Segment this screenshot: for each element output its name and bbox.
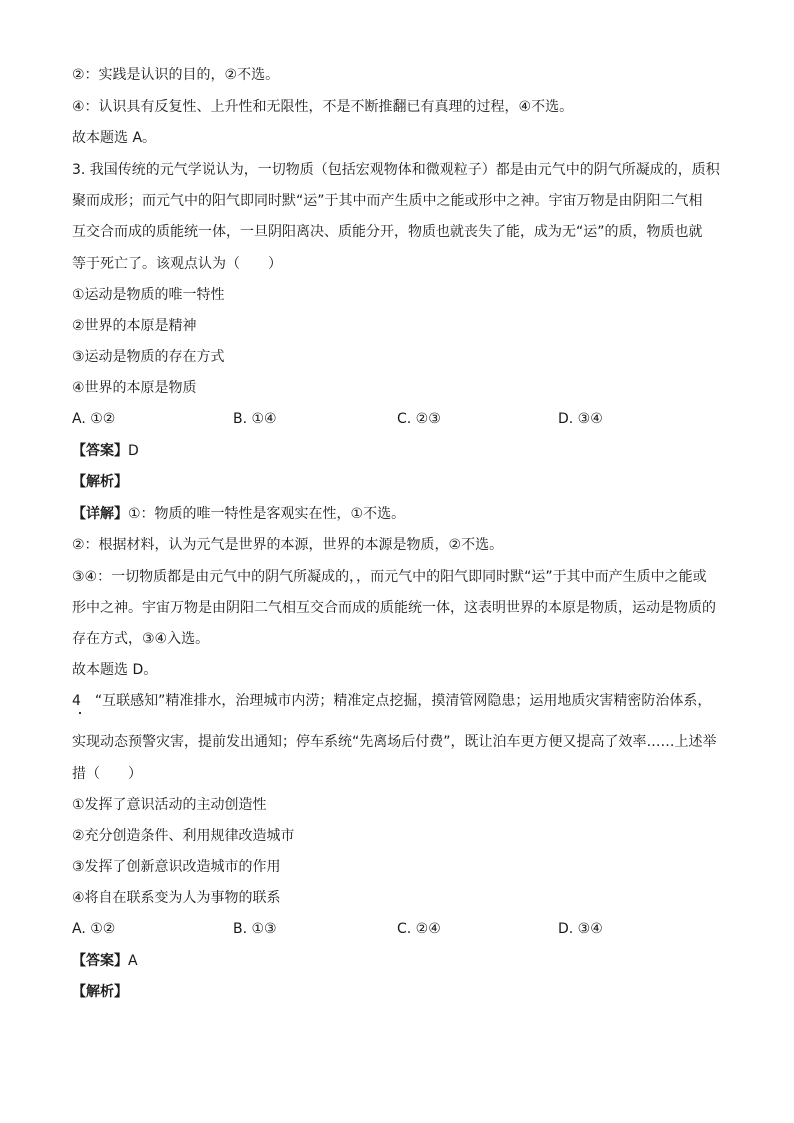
q3-option-c: C. ②③ bbox=[397, 411, 441, 427]
stray-dot bbox=[79, 712, 81, 714]
q3-detail-line-2: ②：根据材料，认为元气是世界的本源，世界的本源是物质，②不选。 bbox=[72, 537, 504, 553]
q4-option-d: D. ③④ bbox=[558, 921, 603, 937]
q4-stem-line-1: 4 “互联感知”精准排水，治理城市内涝；精准定点挖掘，摸清管网隐患；运用地质灾害精密防治体系， bbox=[72, 693, 712, 709]
q3-stem-line-4: 等于死亡了。该观点认为（ ） bbox=[72, 256, 282, 272]
prev-analysis-line-2: ②：实践是认识的目的，②不选。 bbox=[72, 67, 280, 83]
q4-item-2: ②充分创造条件、利用规律改造城市 bbox=[72, 828, 295, 844]
q4-item-4: ④将自在联系变为人为事物的联系 bbox=[72, 890, 281, 906]
q4-stem-line-2: 实现动态预警灾害，提前发出通知；停车系统“先离场后付费”，既让泊车更方便又提高了效率……上述举 bbox=[72, 734, 717, 750]
q3-item-2: ②世界的本原是精神 bbox=[72, 318, 197, 334]
q3-item-4: ④世界的本原是物质 bbox=[72, 380, 197, 396]
q4-option-a: A. ①② bbox=[72, 921, 116, 937]
q3-stem-line-2: 聚而成形；而元气中的阳气即同时默“运”于其中而产生质中之能或形中之神。宇宙万物是由阴阳二气相 bbox=[72, 193, 703, 209]
q4-stem-line-3: 措（ ） bbox=[72, 766, 142, 782]
q3-stem-line-1: 3. 我国传统的元气学说认为，一切物质（包括宏观物体和微观粒子）都是由元气中的阴气所凝成的，质积 bbox=[72, 162, 720, 178]
q3-stem-line-3: 互交合而成的质能统一体，一旦阴阳离决、质能分开，物质也就丧失了能，成为无“运”的质，物质也就 bbox=[72, 224, 703, 240]
q4-option-c: C. ②④ bbox=[397, 921, 441, 937]
q4-item-3: ③发挥了创新意识改造城市的作用 bbox=[72, 859, 281, 875]
q4-options bbox=[72, 919, 722, 939]
q4-item-1: ①发挥了意识活动的主动创造性 bbox=[72, 797, 267, 813]
q3-detail-line-4: 形中之神。宇宙万物是由阴阳二气相互交合而成的质能统一体，这表明世界的本原是物质，运动是物质的 bbox=[72, 600, 716, 616]
q3-item-3: ③运动是物质的存在方式 bbox=[72, 349, 225, 365]
q3-answer: 【答案】D bbox=[72, 443, 139, 459]
q3-option-b: B. ①④ bbox=[233, 411, 277, 427]
q3-detail-line-3: ③④：一切物质都是由元气中的阴气所凝成的，，而元气中的阳气即同时默“运”于其中而产生质中之能或 bbox=[72, 569, 707, 585]
q4-answer: 【答案】A bbox=[72, 953, 138, 969]
q3-option-d: D. ③④ bbox=[558, 411, 603, 427]
q3-option-a: A. ①② bbox=[72, 411, 116, 427]
q3-options bbox=[72, 409, 722, 429]
q3-detail-line-5: 存在方式，③④入选。 bbox=[72, 631, 210, 647]
prev-analysis-line-4: ④：认识具有反复性、上升性和无限性，不是不断推翻已有真理的过程，④不选。 bbox=[72, 99, 574, 115]
q3-analysis-heading: 【解析】 bbox=[72, 474, 128, 490]
q3-item-1: ①运动是物质的唯一特性 bbox=[72, 287, 225, 303]
q4-option-b: B. ①③ bbox=[233, 921, 277, 937]
prev-conclusion: 故本题选 A。 bbox=[72, 130, 157, 146]
q3-conclusion: 故本题选 D。 bbox=[72, 662, 158, 678]
q4-analysis-heading: 【解析】 bbox=[72, 984, 128, 1000]
q3-detail-line-1: 【详解】①：物质的唯一特性是客观实在性，①不选。 bbox=[72, 506, 406, 522]
